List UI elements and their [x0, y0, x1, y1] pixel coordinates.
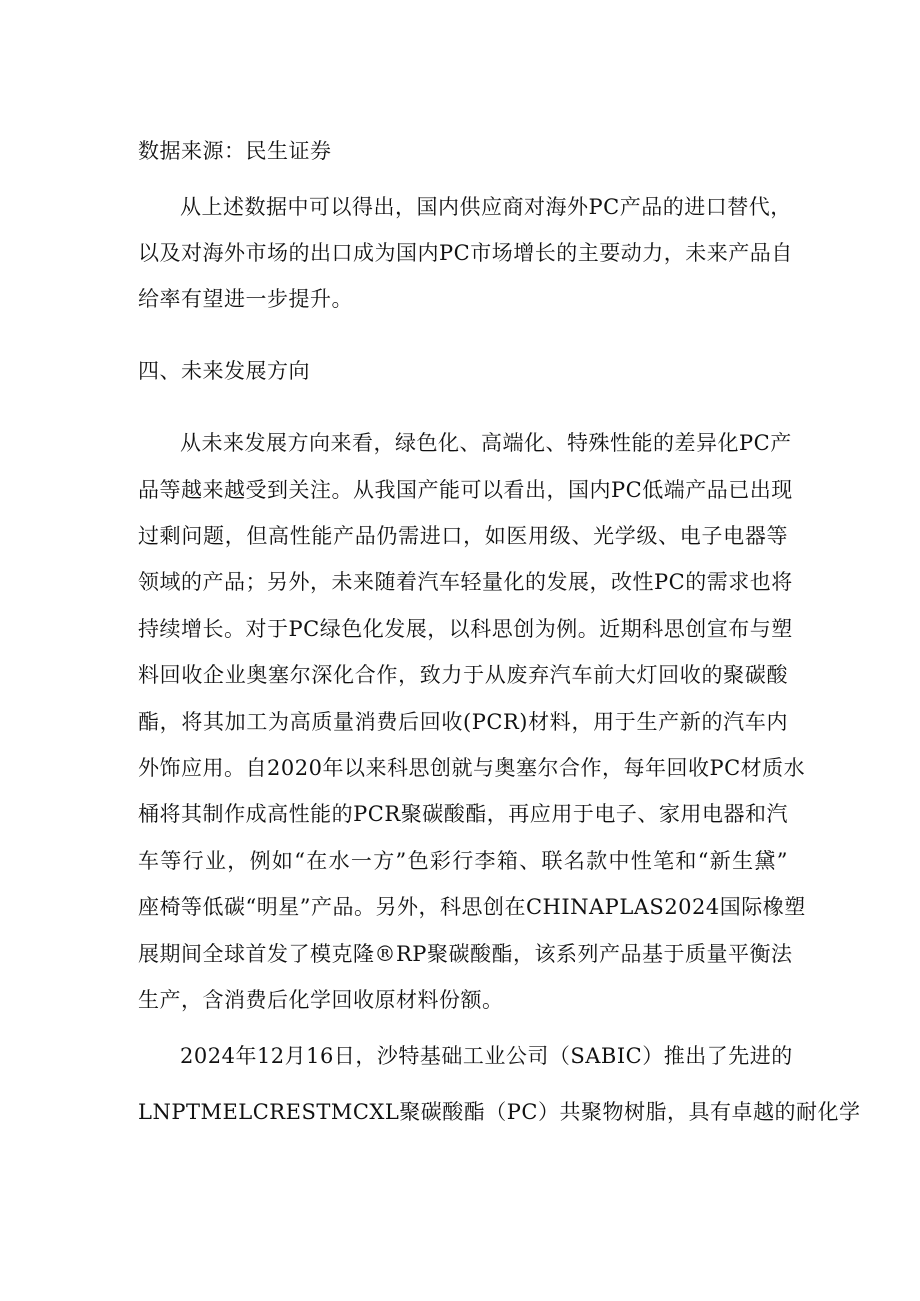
paragraph-line: 座椅等低碳“明星”产品。另外，科思创在CHINAPLAS2024国际橡塑	[138, 895, 806, 919]
paragraph-line: 以及对海外市场的出口成为国内PC市场增长的主要动力，未来产品自	[138, 241, 793, 265]
section-heading: 四、未来发展方向	[138, 359, 310, 383]
paragraph-line: 给率有望进一步提升。	[138, 287, 353, 311]
paragraph-line: 持续增长。对于PC绿色化发展，以科思创为例。近期科思创宣布与塑	[138, 617, 793, 641]
paragraph-line: 外饰应用。自2020年以来科思创就与奥塞尔合作，每年回收PC材质水	[138, 756, 806, 780]
paragraph-line: 2024年12月16日，沙特基础工业公司（SABIC）推出了先进的	[180, 1044, 793, 1068]
paragraph-line: 领域的产品；另外，未来随着汽车轻量化的发展，改性PC的需求也将	[138, 570, 793, 594]
paragraph-line: 料回收企业奥塞尔深化合作，致力于从废弃汽车前大灯回收的聚碳酸	[138, 663, 788, 687]
paragraph-line: 品等越来越受到关注。从我国产能可以看出，国内PC低端产品已出现	[138, 478, 793, 502]
paragraph-line: 桶将其制作成高性能的PCR聚碳酸酯，再应用于电子、家用电器和汽	[138, 802, 788, 826]
source-note: 数据来源：民生证券	[138, 139, 332, 163]
paragraph-line: 生产，含消费后化学回收原材料份额。	[138, 988, 504, 1012]
paragraph-line: 从未来发展方向来看，绿色化、高端化、特殊性能的差异化PC产	[180, 431, 792, 455]
paragraph-line: LNPTMELCRESTMCXL聚碳酸酯（PC）共聚物树脂，具有卓越的耐化学	[138, 1100, 861, 1124]
paragraph-line: 展期间全球首发了模克隆®RP聚碳酸酯，该系列产品基于质量平衡法	[138, 942, 793, 966]
paragraph-line: 过剩问题，但高性能产品仍需进口，如医用级、光学级、电子电器等	[138, 524, 788, 548]
paragraph-line: 从上述数据中可以得出，国内供应商对海外PC产品的进口替代，	[180, 195, 792, 219]
paragraph-line: 车等行业，例如“在水一方”色彩行李箱、联名款中性笔和“新生黛”	[138, 849, 788, 873]
paragraph-line: 酯，将其加工为高质量消费后回收(PCR)材料，用于生产新的汽车内	[138, 710, 788, 734]
